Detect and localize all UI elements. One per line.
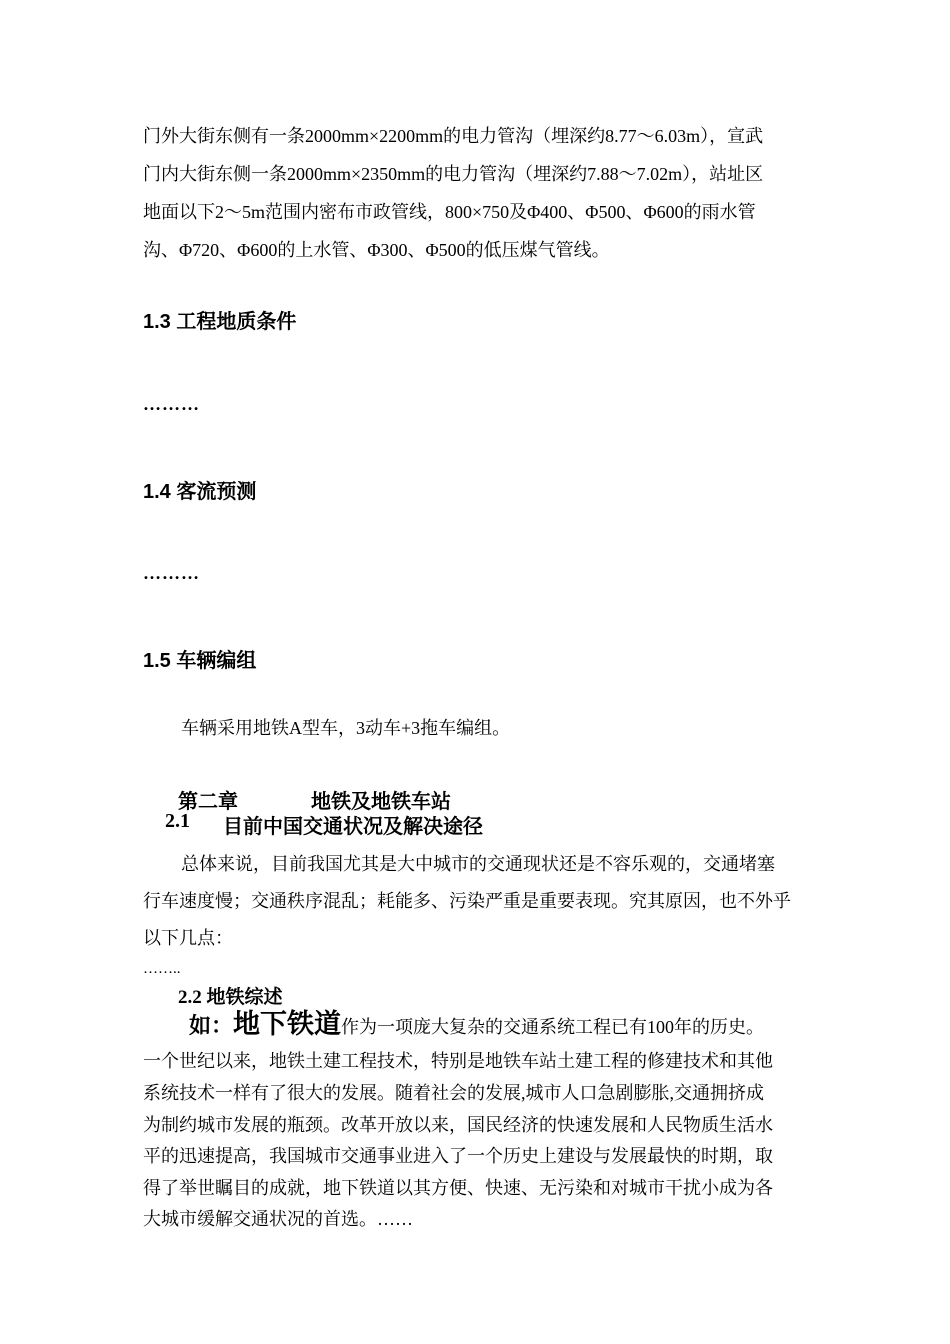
- ellipsis-text: ………: [143, 563, 200, 583]
- intro-rest: 作为一项庞大复杂的交通系统工程已有100年的历史。: [341, 1017, 765, 1037]
- paragraph-line: 大城市缓解交通状况的首选。……: [143, 1209, 413, 1229]
- paragraph-line: 沟、Φ720、Φ600的上水管、Φ300、Φ500的低压煤气管线。: [143, 240, 610, 260]
- paragraph-line: 以下几点：: [143, 928, 233, 948]
- section-heading-1-4: 1.4 客流预测: [143, 481, 257, 503]
- intro-term: 地下铁道: [233, 1009, 342, 1039]
- chapter-label: 第二章: [178, 791, 238, 813]
- paragraph-line: 地面以下2～5m范围内密布市政管线，800×750及Φ400、Φ500、Φ600的雨水管: [143, 202, 756, 222]
- section-title-2-1: 目前中国交通状况及解决途径: [223, 816, 483, 838]
- paragraph-line: 为制约城市发展的瓶颈。改革开放以来，国民经济的快速发展和人民物质生活水: [143, 1115, 773, 1135]
- paragraph-line: 门外大街东侧有一条2000mm×2200mm的电力管沟（埋深约8.77～6.03m），宣武: [143, 126, 764, 146]
- section-heading-1-3: 1.3 工程地质条件: [143, 311, 297, 333]
- section-heading-1-5: 1.5 车辆编组: [143, 650, 257, 672]
- ellipsis-text: ………: [143, 394, 200, 414]
- paragraph-line: 门内大街东侧一条2000mm×2350mm的电力管沟（埋深约7.88～7.02m），站址区: [143, 164, 764, 184]
- intro-line: [189, 1004, 764, 1049]
- paragraph-line: 行车速度慢；交通秩序混乱；耗能多、污染严重是重要表现。究其原因，也不外乎: [143, 891, 791, 911]
- paragraph-line: 总体来说，目前我国尤其是大中城市的交通现状还是不容乐观的，交通堵塞: [181, 854, 775, 874]
- paragraph-line: 系统技术一样有了很大的发展。随着社会的发展,城市人口急剧膨胀,交通拥挤成: [143, 1083, 764, 1103]
- intro-prefix: 如：: [189, 1013, 234, 1038]
- paragraph-line: 一个世纪以来，地铁土建工程技术，特别是地铁车站土建工程的修建技术和其他: [143, 1051, 773, 1071]
- paragraph-line: 得了举世瞩目的成就，地下铁道以其方便、快速、无污染和对城市干扰小成为各: [143, 1178, 773, 1198]
- ellipsis-text: ……..: [143, 961, 181, 977]
- section-body: 车辆采用地铁A型车，3动车+3拖车编组。: [181, 718, 511, 738]
- section-heading-2-2: 2.2 地铁综述: [178, 987, 283, 1008]
- paragraph-line: 平的迅速提高，我国城市交通事业进入了一个历史上建设与发展最快的时期，取: [143, 1146, 773, 1166]
- section-number-2-1: 2.1: [165, 810, 190, 832]
- chapter-title: 地铁及地铁车站: [311, 791, 451, 813]
